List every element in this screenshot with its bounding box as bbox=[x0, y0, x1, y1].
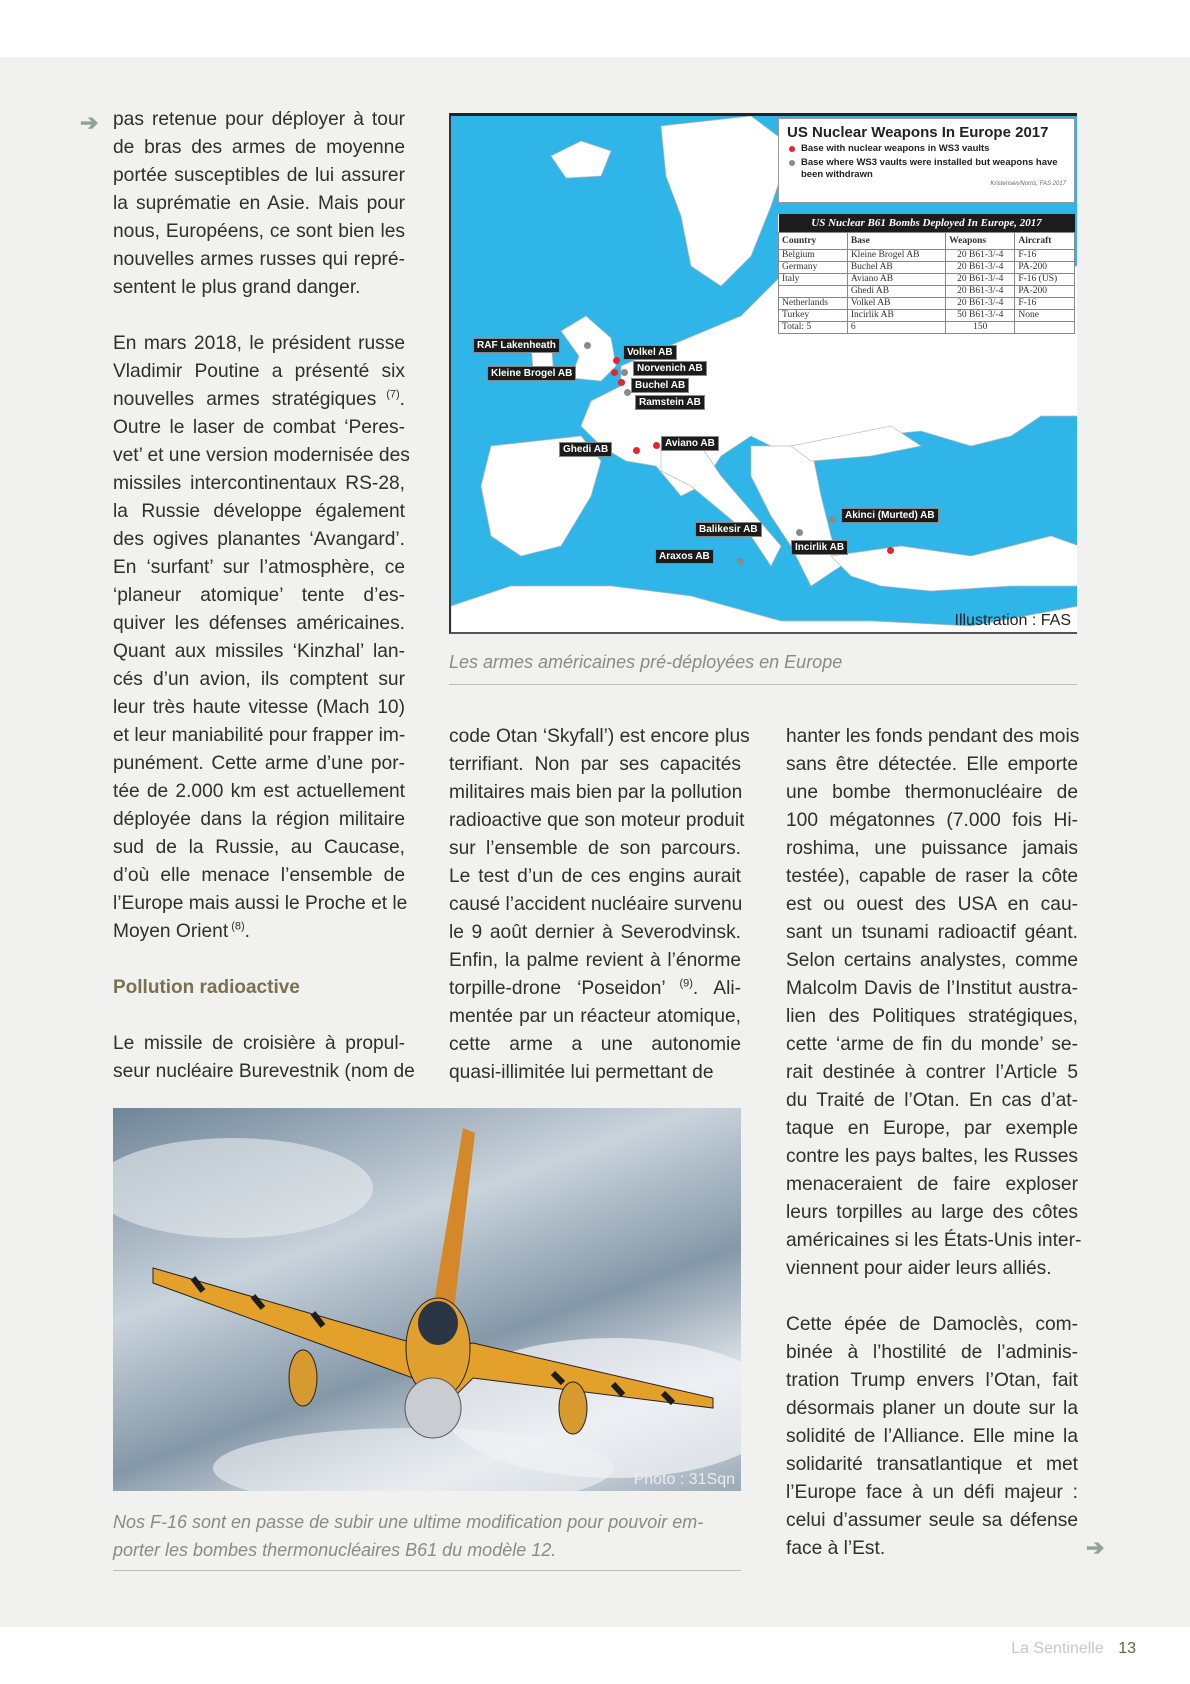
text-line: portée susceptibles de lui assurer bbox=[113, 165, 405, 186]
text-line: Enfin, la palme revient à l’énorme bbox=[449, 950, 741, 971]
text-line: Outre le laser de combat ‘Peres- bbox=[113, 417, 405, 438]
text-line: le 9 août dernier à Severodvinsk. bbox=[449, 922, 741, 943]
text-line: une bombe thermonucléaire de bbox=[786, 782, 1078, 803]
text-line: cette arme a une autonomie bbox=[449, 1034, 741, 1055]
table-row bbox=[779, 262, 1075, 274]
text-line: cette ‘arme de fin du monde’ se- bbox=[786, 1034, 1078, 1055]
base-dot-active bbox=[613, 357, 620, 364]
text-line: menaceraient de faire exploser bbox=[786, 1174, 1078, 1195]
text-line: roshima, une puissance jamais bbox=[786, 838, 1078, 859]
text-line: Quant aux missiles ‘Kinzhal’ lan- bbox=[113, 641, 405, 662]
text-line: terrifiant. Non par ses capacités bbox=[449, 754, 741, 775]
paragraph bbox=[786, 723, 1082, 1283]
text-line: déployée dans la région militaire bbox=[113, 809, 405, 830]
table-row bbox=[779, 298, 1075, 310]
table-row bbox=[779, 322, 1075, 334]
table-row bbox=[779, 286, 1075, 298]
table-cell: Total: 5 bbox=[779, 322, 848, 334]
table-cell: 20 B61-3/-4 bbox=[946, 262, 1015, 274]
table-cell: Volkel AB bbox=[847, 298, 945, 310]
text-line: Cette épée de Damoclès, com- bbox=[786, 1314, 1078, 1335]
text-line: En mars 2018, le président russe bbox=[113, 333, 405, 354]
table-cell: PA-200 bbox=[1015, 262, 1075, 274]
base-label: Akinci (Murted) AB bbox=[841, 508, 939, 523]
map-caption: Les armes américaines pré-déployées en Europe bbox=[449, 652, 843, 672]
table-header bbox=[779, 233, 1075, 250]
map-credit: Illustration : FAS bbox=[954, 612, 1071, 629]
text-line: celui d’assumer seule sa défense bbox=[786, 1510, 1078, 1531]
publication-name: La Sentinelle bbox=[1011, 1640, 1104, 1657]
table-cell: Italy bbox=[779, 274, 848, 286]
base-label: Ghedi AB bbox=[559, 442, 612, 457]
table-row bbox=[779, 310, 1075, 322]
text-line: rait destinée à contrer l’Article 5 bbox=[786, 1062, 1078, 1083]
text-line: vet’ et une version modernisée des bbox=[113, 445, 410, 466]
text-line: missiles intercontinentaux RS-28, bbox=[113, 473, 405, 494]
base-label: Kleine Brogel AB bbox=[487, 366, 576, 381]
text-line: du Traité de l’Otan. En cas d’at- bbox=[786, 1090, 1078, 1111]
base-label: Norvenich AB bbox=[633, 361, 707, 376]
text-line: Selon certains analystes, comme bbox=[786, 950, 1078, 971]
table-cell: Belgium bbox=[779, 250, 848, 262]
base-label: Aviano AB bbox=[661, 436, 719, 451]
text-line: ‘planeur atomique’ tente d’es- bbox=[113, 585, 405, 606]
base-label: RAF Lakenheath bbox=[473, 338, 560, 353]
text-line: l’Europe mais aussi le Proche et le bbox=[113, 893, 408, 914]
paragraph bbox=[786, 1311, 1078, 1563]
text-line: américaines si les États-Unis inter- bbox=[786, 1230, 1082, 1251]
map-legend bbox=[778, 118, 1075, 203]
base-dot-withdrawn bbox=[829, 516, 836, 523]
column-header: Country bbox=[779, 233, 848, 250]
text-line: d’où elle menace l’ensemble de bbox=[113, 865, 405, 886]
table-row bbox=[779, 250, 1075, 262]
table-cell: Incirlik AB bbox=[847, 310, 945, 322]
text-line: solidité de l’Alliance. Elle mine la bbox=[786, 1426, 1078, 1447]
text-line: lien des Politiques stratégiques, bbox=[786, 1006, 1078, 1027]
continued-arrow-icon: ➔ bbox=[1086, 1535, 1105, 1560]
f16-jet-illustration bbox=[113, 1108, 741, 1491]
table-cell: 20 B61-3/-4 bbox=[946, 298, 1015, 310]
legend-item-withdrawn: Base where WS3 vaults were installed but weapons have been withdrawn bbox=[787, 157, 1066, 181]
base-label: Balikesir AB bbox=[695, 522, 762, 537]
legend-item-active: Base with nuclear weapons in WS3 vaults bbox=[787, 143, 1066, 155]
text-line: sentent le plus grand danger. bbox=[113, 277, 361, 298]
text-line: testée), capable de raser la côte bbox=[786, 866, 1078, 887]
footnote-ref: (8) bbox=[228, 920, 245, 933]
text-line: sud de la Russie, au Caucase, bbox=[113, 837, 405, 858]
text-line: contre les pays baltes, les Russes bbox=[786, 1146, 1078, 1167]
f16-photo bbox=[113, 1108, 741, 1491]
legend-title: US Nuclear Weapons In Europe 2017 bbox=[787, 124, 1049, 141]
table-title: US Nuclear B61 Bombs Deployed In Europe, 2017 bbox=[779, 214, 1075, 233]
table-cell bbox=[1015, 322, 1075, 334]
text-line: En ‘surfant’ sur l’atmosphère, ce bbox=[113, 557, 405, 578]
text-line: tration Trump envers l’Otan, fait bbox=[786, 1370, 1078, 1391]
text-line: viennent pour aider leurs alliés. bbox=[786, 1258, 1052, 1279]
text-line: nouvelles armes stratégiques $^{(7)}$. bbox=[113, 388, 405, 410]
text-line: nouvelles armes russes qui repré- bbox=[113, 249, 405, 270]
page-number: 13 bbox=[1118, 1640, 1136, 1657]
base-dot-active bbox=[618, 379, 625, 386]
text-line: est ou ouest des USA en cau- bbox=[786, 894, 1078, 915]
table-cell: Germany bbox=[779, 262, 848, 274]
text-line: hanter les fonds pendant des mois bbox=[786, 726, 1080, 747]
legend-source: Kristensen/Norris, FAS 2017 bbox=[990, 181, 1066, 187]
text-line: quiver les défenses américaines. bbox=[113, 613, 405, 634]
paragraph bbox=[113, 330, 410, 946]
base-dot-withdrawn bbox=[737, 558, 744, 565]
text-line: cés d’un avion, ils comptent sur bbox=[113, 669, 405, 690]
text-line: mentée par un réacteur atomique, bbox=[449, 1006, 741, 1027]
text-line: Le test d’un de ces engins aurait bbox=[449, 866, 741, 887]
europe-nuclear-map bbox=[449, 113, 1077, 634]
footnote-ref: (7) bbox=[376, 388, 400, 401]
text-line: leurs torpilles au large des côtes bbox=[786, 1202, 1078, 1223]
column-header: Base bbox=[847, 233, 945, 250]
base-dot-active bbox=[633, 447, 640, 454]
column-header: Aircraft bbox=[1015, 233, 1075, 250]
caption-line: Nos F-16 sont en passe de subir une ultime modification pour pouvoir em- bbox=[113, 1512, 704, 1532]
table-cell: 50 B61-3/-4 bbox=[946, 310, 1015, 322]
text-line: des ogives planantes ‘Avangard’. bbox=[113, 529, 405, 550]
column-3 bbox=[786, 723, 1082, 1563]
text-line: punément. Cette arme d’une por- bbox=[113, 753, 405, 774]
paragraph bbox=[113, 1030, 415, 1086]
base-label: Ramstein AB bbox=[635, 395, 705, 410]
footnote-ref: (9) bbox=[665, 977, 693, 990]
text-line: taque en Europe, par exemple bbox=[786, 1118, 1078, 1139]
table-cell: 20 B61-3/-4 bbox=[946, 250, 1015, 262]
text-line: sant un tsunami radioactif géant. bbox=[786, 922, 1078, 943]
table-cell: PA-200 bbox=[1015, 286, 1075, 298]
photo-caption bbox=[113, 1508, 741, 1564]
table-cell: 20 B61-3/-4 bbox=[946, 274, 1015, 286]
table-cell bbox=[779, 286, 848, 298]
text-line: sur l’ensemble de son parcours. bbox=[449, 838, 741, 859]
column-2 bbox=[449, 723, 750, 1087]
base-label: Incirlik AB bbox=[791, 540, 848, 555]
paragraph bbox=[449, 723, 750, 1087]
base-label: Volkel AB bbox=[623, 345, 677, 360]
text-line: radioactive que son moteur produit bbox=[449, 810, 745, 831]
table-cell: 6 bbox=[847, 322, 945, 334]
text-line: de bras des armes de moyenne bbox=[113, 137, 405, 158]
text-line: pas retenue pour déployer à tour bbox=[113, 109, 405, 130]
caption-line: porter les bombes thermonucléaires B61 du modèle 12. bbox=[113, 1540, 557, 1560]
table-cell: None bbox=[1015, 310, 1075, 322]
text-line: Malcolm Davis de l’Institut austra- bbox=[786, 978, 1078, 999]
table-cell: F-16 bbox=[1015, 250, 1075, 262]
text-line: code Otan ‘Skyfall’) est encore plus bbox=[449, 726, 750, 747]
column-1 bbox=[113, 106, 415, 1086]
table-cell: Ghedi AB bbox=[847, 286, 945, 298]
text-line: Le missile de croisière à propul- bbox=[113, 1033, 405, 1054]
base-dot-withdrawn bbox=[621, 369, 628, 376]
text-line: nous, Européens, ce sont bien les bbox=[113, 221, 405, 242]
base-dot-withdrawn bbox=[796, 529, 803, 536]
base-dot-active bbox=[611, 369, 618, 376]
base-dot-withdrawn bbox=[624, 389, 631, 396]
base-dot-active bbox=[887, 547, 894, 554]
text-line: quasi-illimitée lui permettant de bbox=[449, 1062, 714, 1083]
text-line: torpille-drone ‘Poseidon’ $^{(9)}$. Ali- bbox=[449, 977, 741, 999]
text-line: sans être détectée. Elle emporte bbox=[786, 754, 1078, 775]
table-cell: Aviano AB bbox=[847, 274, 945, 286]
text-line: face à l’Est. bbox=[786, 1538, 886, 1559]
base-label: Araxos AB bbox=[655, 549, 714, 564]
table-cell: F-16 bbox=[1015, 298, 1075, 310]
b61-table bbox=[778, 214, 1075, 334]
photo-credit: Photo : 31Sqn bbox=[633, 1471, 735, 1488]
table-cell: Netherlands bbox=[779, 298, 848, 310]
table-cell: Buchel AB bbox=[847, 262, 945, 274]
table-cell: Turkey bbox=[779, 310, 848, 322]
page-footer bbox=[1011, 1640, 1136, 1658]
divider bbox=[113, 1570, 741, 1571]
text-line: désormais planer un doute sur la bbox=[786, 1398, 1078, 1419]
table-cell: Kleine Brogel AB bbox=[847, 250, 945, 262]
text-line: la Russie développe également bbox=[113, 501, 405, 522]
table-cell: 20 B61-3/-4 bbox=[946, 286, 1015, 298]
text-line: et leur maniabilité pour frapper im- bbox=[113, 725, 406, 746]
text-line: tée de 2.000 km est actuellement bbox=[113, 781, 405, 802]
column-header: Weapons bbox=[946, 233, 1015, 250]
text-line: causé l’accident nucléaire survenu bbox=[449, 894, 743, 915]
table-cell: F-16 (US) bbox=[1015, 274, 1075, 286]
text-line: l’Europe face à un défi majeur : bbox=[786, 1482, 1078, 1503]
table-row bbox=[779, 274, 1075, 286]
table-cell: 150 bbox=[946, 322, 1015, 334]
continued-arrow-icon: ➔ bbox=[80, 110, 99, 135]
text-line: seur nucléaire Burevestnik (nom de bbox=[113, 1061, 415, 1082]
divider bbox=[449, 684, 1077, 685]
base-dot-active bbox=[653, 442, 660, 449]
paragraph bbox=[113, 106, 405, 302]
text-line: la suprématie en Asie. Mais pour bbox=[113, 193, 405, 214]
text-line: militaires mais bien par la pollution bbox=[449, 782, 743, 803]
base-dot-withdrawn bbox=[584, 342, 591, 349]
text-line: Moyen Orient $^{(8)}$. bbox=[113, 920, 251, 942]
text-line: 100 mégatonnes (7.000 fois Hi- bbox=[786, 810, 1078, 831]
base-label: Buchel AB bbox=[631, 378, 689, 393]
text-line: binée à l’hostilité de l’adminis- bbox=[786, 1342, 1078, 1363]
text-line: solidarité transatlantique et met bbox=[786, 1454, 1078, 1475]
text-line: Vladimir Poutine a présenté six bbox=[113, 361, 405, 382]
text-line: leur très haute vitesse (Mach 10) bbox=[113, 697, 405, 718]
section-heading: Pollution radioactive bbox=[113, 977, 300, 998]
